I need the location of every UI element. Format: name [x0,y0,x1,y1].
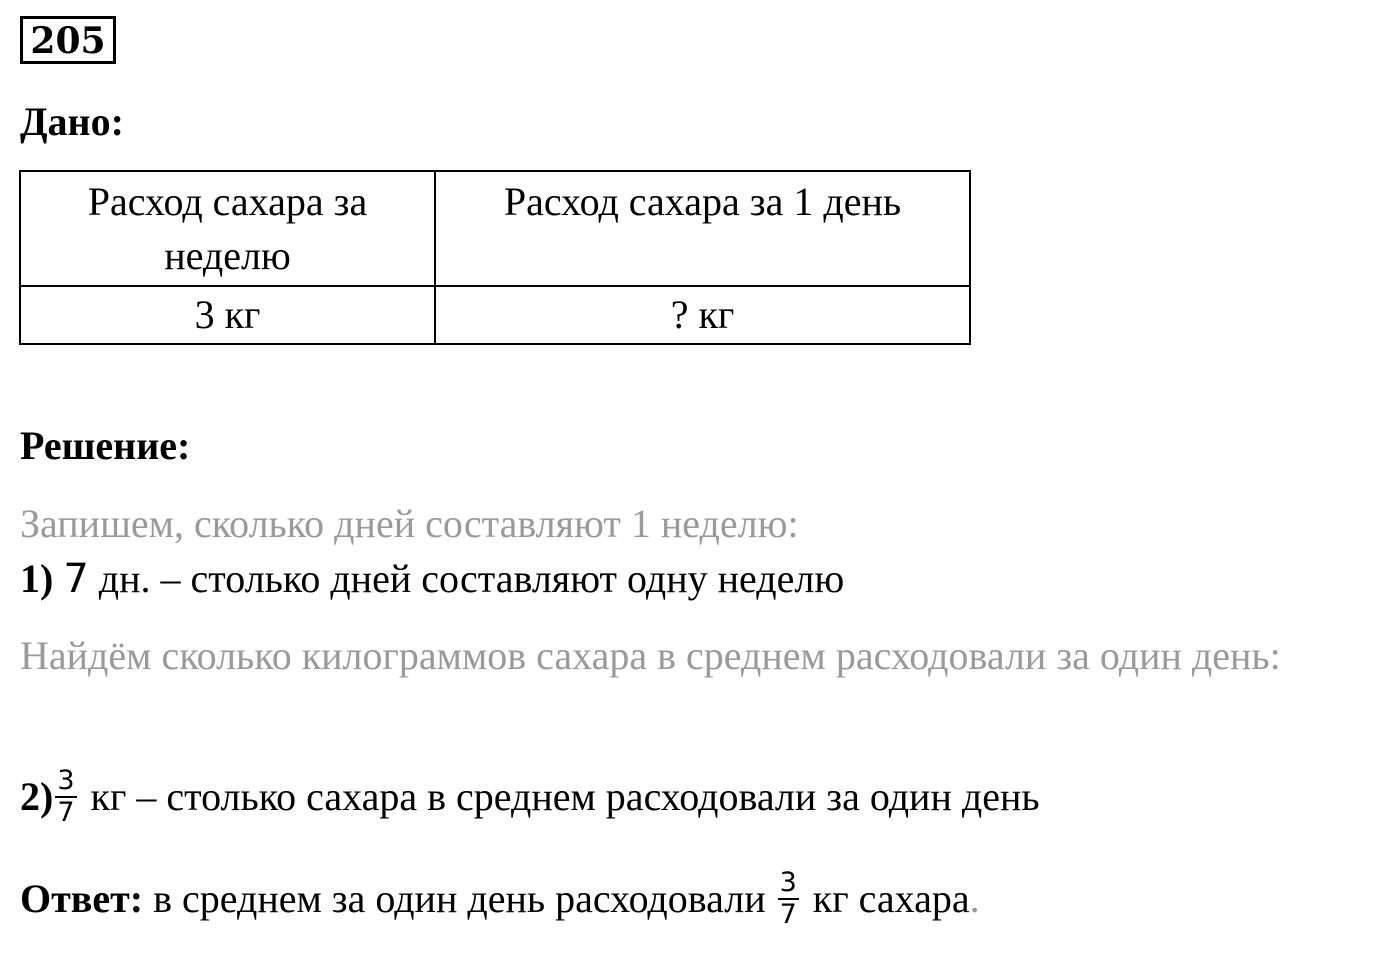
step-2-number: 2) [20,774,54,820]
solution-hint-2: Найдём сколько килограммов сахара в среднем расходовали за один день: [20,633,1281,678]
table-row [20,286,970,344]
answer-text-before: в среднем за один день расходовали [143,876,776,922]
table-header-row [20,171,970,286]
fraction-numerator: 3 [57,765,75,796]
solution-step-1 [20,552,844,606]
given-table [19,170,971,345]
fraction-numerator: 3 [779,867,797,898]
header-daily-consumption: Расход сахара за 1 день [435,171,970,286]
fraction-denominator: 7 [57,797,75,828]
answer-period: . [969,876,980,922]
answer-label: Ответ: [20,876,144,922]
step-2-text: кг – столько сахара в среднем расходовали за один день [80,774,1040,820]
answer-text-after: кг сахара [802,876,970,922]
value-daily-consumption: ? кг [435,286,970,344]
value-weekly-consumption: 3 кг [20,286,435,344]
fraction-denominator: 7 [779,899,797,930]
step-1-value: 7 [63,556,89,602]
given-heading: Дано: [20,99,124,144]
solution-heading: Решение: [20,423,191,468]
header-weekly-consumption: Расход сахара за неделю [20,171,435,286]
answer-fraction [778,868,799,930]
step-1-text: дн. – столько дней составляют одну неделю [88,556,845,601]
solution-hint-1: Запишем, сколько дней составляют 1 неделю: [20,501,799,546]
step-2-fraction [55,766,76,828]
answer-line [20,867,980,934]
step-1-number: 1) [20,556,54,601]
task-number: 205 [20,16,116,64]
solution-step-2 [20,765,1040,832]
